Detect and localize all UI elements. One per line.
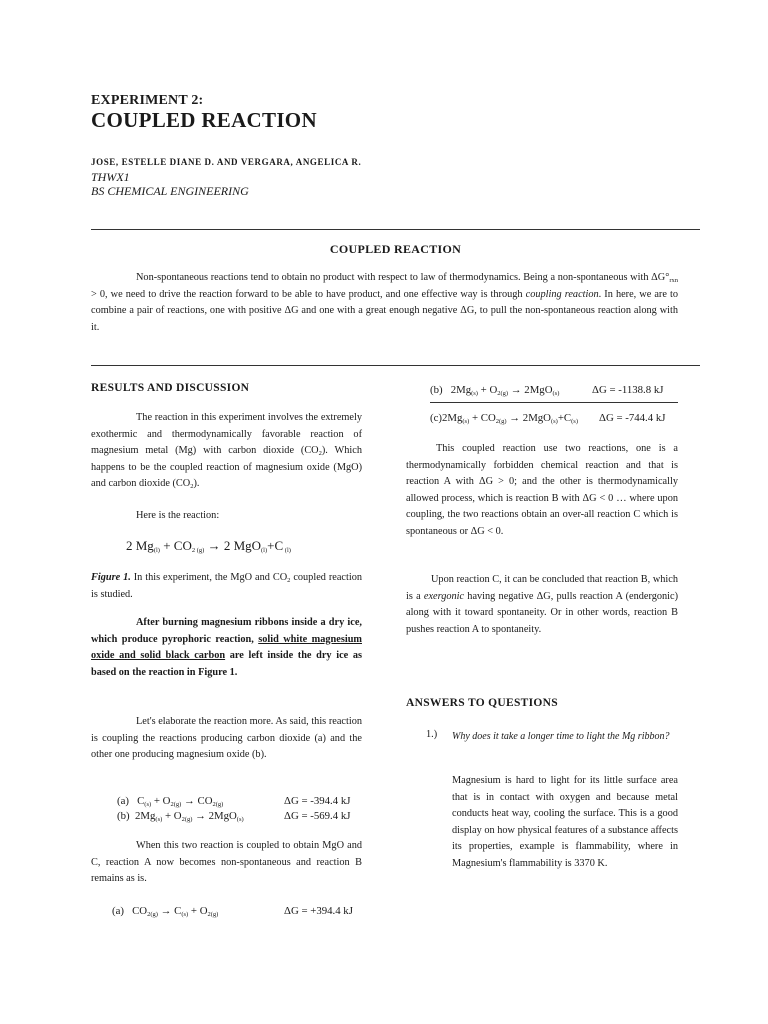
- sum-line: [430, 402, 678, 403]
- equation-c-delta-g: ΔG = -744.4 kJ: [599, 412, 666, 424]
- authors: JOSE, ESTELLE DIANE D. AND VERGARA, ANGELICA R.: [91, 157, 362, 167]
- question-1-number: 1.): [426, 729, 438, 740]
- divider-middle: [91, 365, 700, 366]
- answer-1: Magnesium is hard to light for its little surface area that is in contact with oxygen and because metal conducts heat way, cooling the surface. This is a good display on how physical features of a substance affects its properties, example is flammability, where in Magnesium's flammability is 3370 K.: [452, 775, 678, 869]
- results-paragraph-4: When this two reaction is coupled to obtain MgO and C, reaction A now becomes non-spontaneous and reaction B remains as is.: [91, 840, 362, 885]
- divider-top: [91, 229, 700, 230]
- experiment-label: EXPERIMENT 2:: [91, 93, 204, 108]
- right-paragraph-2: Upon reaction C, it can be concluded that reaction B, which is a exergonic having negative ΔG, pulls reaction A (endergonic) along with it toward spontaneity. Or in other words, reaction B pushes reaction A to spontaneity.: [406, 574, 679, 635]
- results-paragraph-1: The reaction in this experiment involves the extremely exothermic and thermodynamically favorable reaction of magnesium metal (Mg) with carbon dioxide $(CO_2)$. Which happens to be the coupled reaction of magnesium oxide (MgO) and carbon dioxide $(CO_2)$.: [91, 412, 363, 491]
- equation-a-reversed: (a) $CO_{2(g)} \to C_{(s)} + O_{2(g)}$: [112, 905, 219, 918]
- equation-a-reversed-delta-g: ΔG = +394.4 kJ: [284, 905, 353, 917]
- figure-caption: Figure 1. In this experiment, the MgO and $CO_2$ coupled reaction is studied.: [91, 572, 362, 600]
- equation-a: (a) $C_{(s)} + O_{2(g)} \to CO_{2(g)}$: [117, 795, 224, 808]
- program: BS CHEMICAL ENGINEERING: [91, 184, 249, 198]
- answers-heading: ANSWERS TO QUESTIONS: [406, 697, 558, 709]
- results-heading: RESULTS AND DISCUSSION: [91, 382, 250, 394]
- results-bold-paragraph: After burning magnesium ribbons inside a dry ice, which produce pyrophoric reaction, solid white magnesium oxide and solid black carbon are left inside the dry ice as based on the reaction in Figure 1.: [91, 617, 362, 678]
- intro-paragraph: Non-spontaneous reactions tend to obtain no product with respect to law of thermodynamics. Being a non-spontaneous with $\Delta G^\circ_{rxn} > 0$, we need to drive the reaction forward to be able to have product, and one effective way is through coupling reaction. In here, we are to combine a pair of reactions, one with positive ΔG and one with a great enough negative ΔG, to pull the non-spontaneous reaction along with it.: [91, 272, 678, 333]
- page-title: COUPLED REACTION: [91, 108, 317, 132]
- right-paragraph-1: This coupled reaction use two reactions, one is a thermodynamically forbidden chemical reaction and that is reaction A with ΔG > 0; and the other is thermodynamically allowed process, which is reaction B with ΔG < 0 … where upon coupling, the two reactions obtain an over-all reaction C which is spontaneous or ΔG < 0.: [406, 443, 678, 537]
- equation-b-doubled-delta-g: ΔG = -1138.8 kJ: [592, 384, 664, 396]
- intro-heading: COUPLED REACTION: [329, 242, 462, 256]
- main-reaction-equation: 2 $Mg_{(l)} + CO_{2 (g)} \to 2$ MgO$_{(l)}$+C $_{(l)}$: [126, 538, 291, 554]
- equation-b: (b) $2Mg_{(s)} + O_{2(g)} \to 2MgO_{(s)}$: [117, 810, 244, 823]
- equation-a-delta-g: ΔG = -394.4 kJ: [284, 795, 351, 807]
- equation-c: $(c)2Mg_{(s)} + CO_{2(g)} \to 2MgO_{(s)}+C_{(s)}$: [430, 412, 578, 425]
- reaction-intro: Here is the reaction:: [136, 510, 220, 521]
- equation-b-doubled: (b) $2Mg_{(s)} + O_{2(g)} \to 2MgO_{(s)}$: [430, 384, 560, 397]
- question-1-text: Why does it take a longer time to light the Mg ribbon?: [452, 731, 670, 742]
- section-code: THWX1: [91, 170, 130, 184]
- results-paragraph-3: Let's elaborate the reaction more. As said, this reaction is coupling the reactions producing carbon dioxide (a) and the other one producing magnesium oxide (b).: [91, 716, 362, 761]
- equation-b-delta-g: ΔG = -569.4 kJ: [284, 810, 351, 822]
